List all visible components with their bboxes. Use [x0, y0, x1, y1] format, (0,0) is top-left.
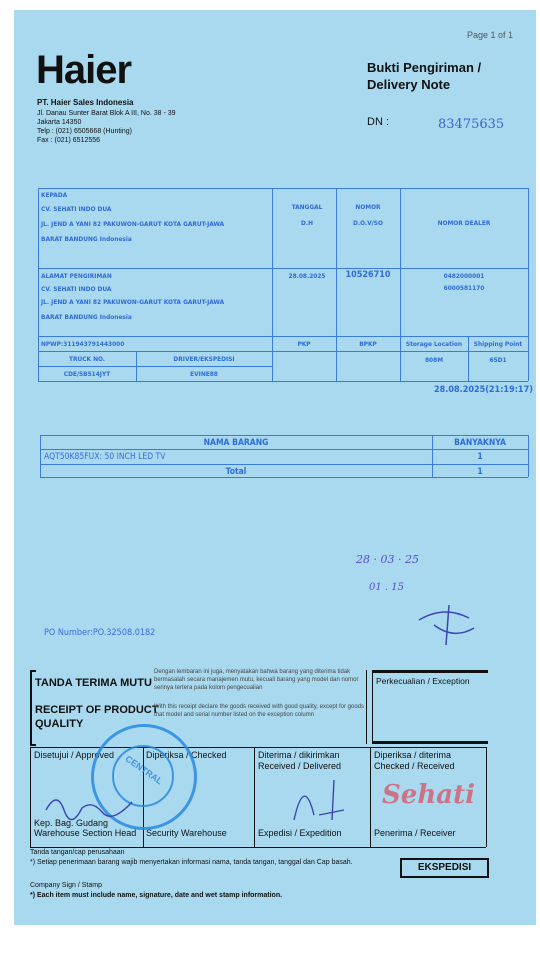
- exception-left: [372, 670, 373, 742]
- dh-label: D.H: [301, 219, 313, 227]
- shipping-point-label: Shipping Point: [473, 340, 523, 348]
- page-indicator: Page 1 of 1: [467, 30, 514, 40]
- exception-bottombar: [372, 741, 488, 744]
- table-border: [468, 336, 469, 381]
- bpkp-label: BPKP: [359, 340, 377, 348]
- receipt-note-id: Dengan lembaran ini juga, menyatakan bahwa barang yang diterima tidak bermasalah secara manajemen mutu, kecuali barang yang model dan nomor serinya tertera pada kolom pengecualian: [154, 669, 359, 691]
- receiver-stamp: Sehati: [382, 780, 475, 810]
- document-title-en: Delivery Note: [367, 77, 451, 92]
- sign-grid-border: [30, 847, 486, 848]
- checked-label: Diperiksa / Checked: [146, 750, 227, 760]
- handwritten-signature-warehouse: [42, 780, 142, 830]
- storage-location-label: Storage Location: [405, 340, 463, 348]
- warehouse-head-label-en: Warehouse Section Head: [34, 828, 137, 838]
- company-name: PT. Haier Sales Indonesia: [37, 98, 134, 107]
- table-border: [38, 188, 528, 189]
- footnote-text-en: *) Each item must include name, signature, date and wet stamp information.: [30, 892, 283, 899]
- receipt-bracket-left: [30, 670, 32, 746]
- storage-location-value: 808M: [424, 356, 444, 364]
- handwritten-signature-mark: [414, 600, 484, 655]
- items-border: [40, 464, 528, 465]
- nomor-dealer-label: NOMOR DEALER: [437, 219, 491, 227]
- receiver-label: Penerima / Receiver: [374, 828, 456, 838]
- dealer-number-2: 6000581170: [443, 284, 485, 292]
- stamp-text: CENTRAL: [123, 753, 165, 787]
- exception-label: Perkecualian / Exception: [376, 676, 470, 686]
- driver-label: DRIVER/EKSPEDISI: [173, 355, 235, 363]
- address-line-2: Jakarta 14350: [37, 119, 82, 126]
- item-qty-header: BANYAKNYA: [454, 438, 506, 448]
- receipt-bracket-top: [30, 670, 36, 672]
- handwritten-time: 01 . 15: [369, 582, 404, 593]
- truck-no-label: TRUCK NO.: [68, 355, 106, 363]
- tanggal-label: TANGGAL: [291, 203, 323, 211]
- table-border: [38, 336, 528, 337]
- item-name-header: NAMA BARANG: [203, 438, 269, 448]
- items-border: [40, 449, 528, 450]
- handwritten-date: 28 · 03 · 25: [356, 553, 419, 566]
- table-border: [272, 188, 273, 381]
- handwritten-signature-expedition: [284, 770, 364, 830]
- recipient-address-1: JL. JEND A YANI 82 PAKUWON-GARUT KOTA GARUT-JAWA: [41, 220, 225, 228]
- fax-line: Fax : (021) 6512556: [37, 137, 101, 144]
- footnote-text-id: *) Setiap penerimaan barang wajib menyertakan informasi nama, tanda tangan, tanggal dan Cap basah.: [30, 859, 353, 866]
- warehouse-head-label-id: Kep. Bag. Gudang: [34, 818, 109, 828]
- table-border: [528, 188, 529, 381]
- nomor-label: NOMOR: [355, 203, 381, 211]
- po-number: PO Number:PO.32508.0182: [44, 628, 156, 638]
- table-border: [400, 188, 401, 381]
- pkp-label: PKP: [297, 340, 311, 348]
- phone-line: Telp : (021) 6505668 (Hunting): [37, 128, 132, 135]
- dealer-number-1: 0482000001: [443, 272, 485, 280]
- security-warehouse-label: Security Warehouse: [146, 828, 227, 838]
- items-border: [528, 435, 529, 477]
- recipient-address-2: BARAT BANDUNG Indonesia: [41, 235, 132, 243]
- table-border: [38, 188, 39, 381]
- receipt-note-en: With this receipt declare the goods received with good quality, except for goods that model and serial number listed on the exception column: [154, 704, 365, 718]
- exception-divider: [366, 670, 367, 744]
- received-label: Diperiksa / diterima: [374, 750, 452, 760]
- exception-topbar: [372, 670, 488, 673]
- item-qty: 1: [477, 452, 483, 462]
- address-line-1: Jl. Danau Sunter Barat Blok A III, No. 38 - 39: [37, 110, 176, 117]
- company-logo: Haier: [36, 48, 132, 92]
- shipping-point-value: 65D1: [489, 356, 507, 364]
- delivery-note-page: [14, 10, 536, 925]
- tanggal-value: 28.08.2025: [288, 272, 326, 280]
- print-timestamp: 28.08.2025(21:19:17): [434, 385, 533, 395]
- items-border: [40, 477, 528, 478]
- tanda-terima-mutu-label: TANDA TERIMA MUTU: [35, 677, 152, 689]
- dn-number: 83475635: [438, 117, 505, 132]
- table-border: [336, 188, 337, 381]
- sign-grid-border: [30, 747, 31, 847]
- shipping-address-2: BARAT BANDUNG Indonesia: [41, 313, 132, 321]
- sign-grid-border: [486, 747, 487, 847]
- receipt-bracket-bottom: [30, 744, 36, 746]
- table-border: [38, 351, 528, 352]
- do-vso-label: D.O.V/SO: [353, 219, 383, 227]
- footnote-title-id: Tanda tangan/cap perusahaan: [30, 849, 125, 856]
- delivered-label: Diterima / dikirimkan: [258, 750, 340, 760]
- received-label-en: Checked / Received: [374, 761, 455, 771]
- shipping-name: CV. SEHATI INDO DUA: [41, 285, 112, 293]
- document-title-id: Bukti Pengiriman /: [367, 60, 482, 75]
- expedition-label: Expedisi / Expedition: [258, 828, 342, 838]
- sign-grid-border: [370, 747, 371, 847]
- shipping-address-1: JL. JEND A YANI 82 PAKUWON-GARUT KOTA GARUT-JAWA: [41, 298, 225, 306]
- alamat-pengiriman-label: ALAMAT PENGIRIMAN: [41, 272, 112, 280]
- receipt-of-product-label: RECEIPT OF PRODUCT: [35, 704, 159, 716]
- item-name: AQT50K85FUX: 50 INCH LED TV: [44, 452, 166, 462]
- footnote-title-en: Company Sign / Stamp: [30, 882, 102, 889]
- quality-label: QUALITY: [35, 718, 84, 730]
- items-border: [40, 435, 528, 436]
- approved-label: Disetujui / Approved: [34, 750, 115, 760]
- driver-value: EVINE88: [190, 370, 218, 378]
- total-label: Total: [225, 467, 247, 477]
- do-number-value: 10526710: [345, 270, 391, 280]
- table-border: [38, 268, 528, 269]
- recipient-name: CV. SEHATI INDO DUA: [41, 205, 112, 213]
- delivered-label-en: Received / Delivered: [258, 761, 342, 771]
- kepada-label: KEPADA: [41, 191, 68, 199]
- total-value: 1: [477, 467, 483, 477]
- npwp-value: NPWP:311943791443000: [41, 340, 125, 348]
- dn-label: DN :: [367, 116, 389, 128]
- truck-no-value: CDE/5B514JYT: [63, 370, 111, 378]
- ekspedisi-copy-label: EKSPEDISI: [400, 858, 489, 878]
- table-border: [38, 366, 272, 367]
- table-border: [38, 381, 528, 382]
- sign-grid-border: [254, 747, 255, 847]
